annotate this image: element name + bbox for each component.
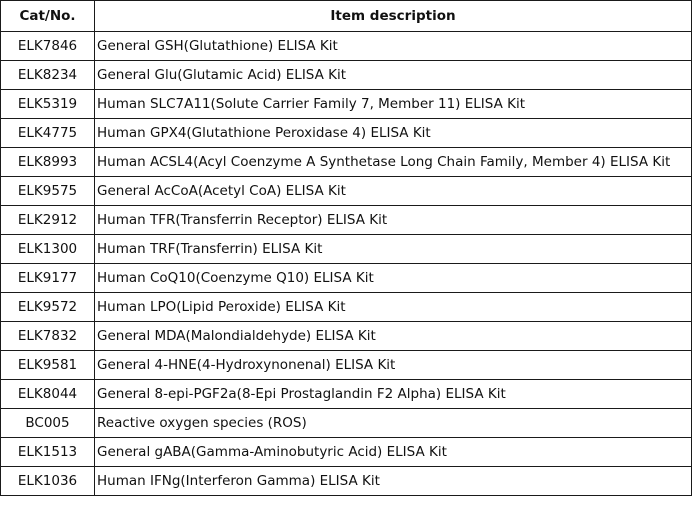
- cat-no-cell: ELK4775: [1, 119, 95, 148]
- cat-no-cell: ELK7832: [1, 322, 95, 351]
- table-row: [1, 467, 692, 496]
- header-row: [1, 1, 692, 32]
- table-row: [1, 235, 692, 264]
- cat-no-cell: ELK8234: [1, 61, 95, 90]
- description-cell: Human LPO(Lipid Peroxide) ELISA Kit: [95, 293, 692, 322]
- cat-no-cell: ELK9581: [1, 351, 95, 380]
- description-cell: Human CoQ10(Coenzyme Q10) ELISA Kit: [95, 264, 692, 293]
- table-row: [1, 409, 692, 438]
- table-row: [1, 293, 692, 322]
- cat-no-cell: ELK2912: [1, 206, 95, 235]
- table-row: [1, 438, 692, 467]
- table-row: [1, 90, 692, 119]
- description-cell: General GSH(Glutathione) ELISA Kit: [95, 32, 692, 61]
- description-cell: General 4-HNE(4-Hydroxynonenal) ELISA Kit: [95, 351, 692, 380]
- description-cell: Human ACSL4(Acyl Coenzyme A Synthetase Long Chain Family, Member 4) ELISA Kit: [95, 148, 692, 177]
- cat-no-cell: ELK7846: [1, 32, 95, 61]
- cat-no-cell: ELK9575: [1, 177, 95, 206]
- description-cell: Human TFR(Transferrin Receptor) ELISA Kit: [95, 206, 692, 235]
- cat-no-cell: ELK8044: [1, 380, 95, 409]
- table-row: [1, 264, 692, 293]
- description-cell: Human IFNg(Interferon Gamma) ELISA Kit: [95, 467, 692, 496]
- description-cell: General MDA(Malondialdehyde) ELISA Kit: [95, 322, 692, 351]
- table-row: [1, 61, 692, 90]
- description-cell: General gABA(Gamma-Aminobutyric Acid) ELISA Kit: [95, 438, 692, 467]
- cat-no-header: Cat/No.: [1, 1, 95, 32]
- table-row: [1, 351, 692, 380]
- description-cell: General Glu(Glutamic Acid) ELISA Kit: [95, 61, 692, 90]
- description-cell: Human GPX4(Glutathione Peroxidase 4) ELISA Kit: [95, 119, 692, 148]
- description-cell: General 8-epi-PGF2a(8-Epi Prostaglandin F2 Alpha) ELISA Kit: [95, 380, 692, 409]
- description-cell: Human SLC7A11(Solute Carrier Family 7, Member 11) ELISA Kit: [95, 90, 692, 119]
- table-row: [1, 177, 692, 206]
- table-row: [1, 119, 692, 148]
- cat-no-cell: ELK9572: [1, 293, 95, 322]
- cat-no-cell: ELK1036: [1, 467, 95, 496]
- description-header: Item description: [95, 1, 692, 32]
- table-row: [1, 32, 692, 61]
- cat-no-cell: ELK1300: [1, 235, 95, 264]
- cat-no-cell: ELK5319: [1, 90, 95, 119]
- description-cell: Reactive oxygen species (ROS): [95, 409, 692, 438]
- table-row: [1, 148, 692, 177]
- table-body: [1, 32, 692, 496]
- cat-no-cell: ELK8993: [1, 148, 95, 177]
- cat-no-cell: ELK1513: [1, 438, 95, 467]
- cat-no-cell: ELK9177: [1, 264, 95, 293]
- cat-no-cell: BC005: [1, 409, 95, 438]
- table-row: [1, 322, 692, 351]
- table-row: [1, 380, 692, 409]
- table-row: [1, 206, 692, 235]
- description-cell: General AcCoA(Acetyl CoA) ELISA Kit: [95, 177, 692, 206]
- description-cell: Human TRF(Transferrin) ELISA Kit: [95, 235, 692, 264]
